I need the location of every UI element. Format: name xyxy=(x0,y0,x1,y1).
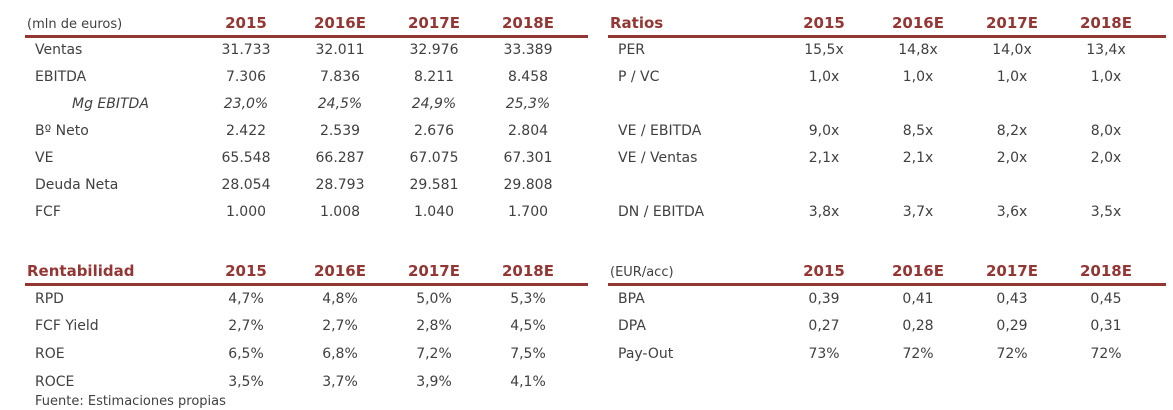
year-header: 2015 xyxy=(199,6,293,36)
cell-value: 29.808 xyxy=(503,176,553,193)
cell-value: 25,3% xyxy=(505,95,551,112)
header-filler xyxy=(575,258,588,284)
source-note: Fuente: Estimaciones propias xyxy=(35,394,226,409)
cell-value: 0,28 xyxy=(902,318,934,334)
cell-value: 23,0% xyxy=(223,95,269,112)
table-row xyxy=(25,117,588,144)
cell-value xyxy=(1059,171,1153,198)
table-row xyxy=(25,171,588,198)
cell-value: 28.793 xyxy=(315,176,365,193)
cell-value xyxy=(965,90,1059,117)
year-header: 2015 xyxy=(777,6,871,36)
row-label: FCF xyxy=(35,203,61,220)
table-row xyxy=(25,144,588,171)
cell-value: 2.422 xyxy=(225,122,267,139)
cell-value: 2,1x xyxy=(808,149,840,166)
row-label: Ventas xyxy=(35,42,83,59)
year-header: 2018E xyxy=(481,258,575,284)
cell-value: 3,7% xyxy=(322,374,358,390)
year-header: 2016E xyxy=(871,258,965,284)
table-ratios xyxy=(608,6,1166,225)
year-header: 2018E xyxy=(1059,6,1153,36)
row-label: Mg EBITDA xyxy=(72,95,149,112)
cell-value: 0,41 xyxy=(902,290,934,307)
row-label: VE / EBITDA xyxy=(618,122,702,139)
row-filler xyxy=(575,36,588,63)
cell-value: 3,8x xyxy=(808,203,840,220)
row-filler xyxy=(575,144,588,171)
cell-value: 72% xyxy=(996,346,1028,362)
cell-value: 0,27 xyxy=(808,318,840,334)
cell-value: 66.287 xyxy=(315,149,365,166)
cell-value xyxy=(777,90,871,117)
row-filler xyxy=(1153,198,1166,225)
cell-value: 1.000 xyxy=(225,203,267,220)
cell-value: 14,0x xyxy=(992,42,1032,59)
cell-value: 8.458 xyxy=(507,68,549,85)
cell-value: 0,31 xyxy=(1090,318,1122,334)
data-table xyxy=(608,258,1166,368)
year-header: 2016E xyxy=(293,258,387,284)
cell-value: 33.389 xyxy=(503,42,553,59)
year-header: 2017E xyxy=(387,6,481,36)
row-filler xyxy=(575,198,588,225)
table-row xyxy=(608,117,1166,144)
row-filler xyxy=(575,284,588,312)
cell-value: 7,5% xyxy=(510,346,546,362)
cell-value: 24,9% xyxy=(411,95,457,112)
cell-value: 2,1x xyxy=(902,149,934,166)
row-filler xyxy=(1153,90,1166,117)
table-financials xyxy=(25,6,588,225)
cell-value: 1,0x xyxy=(902,68,934,85)
cell-value: 1.008 xyxy=(319,203,361,220)
cell-value: 4,5% xyxy=(510,318,546,334)
cell-value: 7,2% xyxy=(416,346,452,362)
data-table xyxy=(25,6,588,225)
cell-value: 5,3% xyxy=(510,290,546,307)
header-row xyxy=(608,6,1166,36)
year-header: 2018E xyxy=(1059,258,1153,284)
table-row xyxy=(25,36,588,63)
cell-value: 2,0x xyxy=(996,149,1028,166)
row-filler xyxy=(575,312,588,340)
row-filler xyxy=(575,368,588,396)
table-row xyxy=(608,36,1166,63)
row-label xyxy=(608,90,777,117)
cell-value: 72% xyxy=(902,346,934,362)
row-filler xyxy=(1153,284,1166,312)
header-filler xyxy=(1153,6,1166,36)
cell-value: 8,2x xyxy=(996,122,1028,139)
spacer-row xyxy=(608,171,1166,198)
cell-value: 0,45 xyxy=(1090,290,1122,307)
cell-value: 0,39 xyxy=(808,290,840,307)
cell-value: 6,8% xyxy=(322,346,358,362)
cell-value: 32.011 xyxy=(315,42,365,59)
cell-value: 6,5% xyxy=(228,346,264,362)
cell-value: 2.676 xyxy=(413,122,455,139)
cell-value xyxy=(871,90,965,117)
row-filler xyxy=(1153,171,1166,198)
row-filler xyxy=(1153,36,1166,63)
cell-value xyxy=(1059,90,1153,117)
cell-value: 72% xyxy=(1090,346,1122,362)
row-filler xyxy=(575,90,588,117)
cell-value: 3,5% xyxy=(228,374,264,390)
table-row xyxy=(608,284,1166,312)
table-row xyxy=(25,284,588,312)
table-title: (mln de euros) xyxy=(25,6,199,36)
cell-value: 7.836 xyxy=(319,68,361,85)
cell-value: 3,6x xyxy=(996,203,1028,220)
year-header: 2016E xyxy=(293,6,387,36)
year-header: 2015 xyxy=(199,258,293,284)
cell-value: 7.306 xyxy=(225,68,267,85)
table-per-share xyxy=(608,258,1166,368)
cell-value: 5,0% xyxy=(416,290,452,307)
year-header: 2017E xyxy=(965,258,1059,284)
cell-value: 2.804 xyxy=(507,122,549,139)
row-label: RPD xyxy=(35,290,64,307)
table-row xyxy=(25,90,588,117)
table-title: (EUR/acc) xyxy=(608,258,777,284)
row-label: Deuda Neta xyxy=(35,176,119,193)
table-row xyxy=(25,198,588,225)
row-filler xyxy=(1153,312,1166,340)
row-filler xyxy=(1153,117,1166,144)
header-row xyxy=(608,258,1166,284)
cell-value xyxy=(965,171,1059,198)
spacer-row xyxy=(608,90,1166,117)
row-label: ROE xyxy=(35,346,65,362)
cell-value: 65.548 xyxy=(221,149,271,166)
row-label: ROCE xyxy=(35,374,75,390)
header-row xyxy=(25,6,588,36)
row-label: EBITDA xyxy=(35,68,87,85)
table-row xyxy=(608,312,1166,340)
row-label: Pay-Out xyxy=(618,346,674,362)
row-filler xyxy=(1153,340,1166,368)
year-header: 2017E xyxy=(965,6,1059,36)
cell-value: 13,4x xyxy=(1086,42,1126,59)
row-label: DPA xyxy=(618,318,646,334)
row-label xyxy=(608,171,777,198)
table-row xyxy=(608,340,1166,368)
cell-value: 3,9% xyxy=(416,374,452,390)
cell-value xyxy=(871,171,965,198)
table-title: Ratios xyxy=(608,6,777,36)
row-filler xyxy=(575,63,588,90)
cell-value: 1.700 xyxy=(507,203,549,220)
cell-value: 3,7x xyxy=(902,203,934,220)
row-label: VE xyxy=(35,149,54,166)
year-header: 2016E xyxy=(871,6,965,36)
year-header: 2018E xyxy=(481,6,575,36)
cell-value: 14,8x xyxy=(898,42,938,59)
row-label: BPA xyxy=(618,290,645,307)
cell-value: 8.211 xyxy=(413,68,455,85)
cell-value: 2,7% xyxy=(228,318,264,334)
cell-value: 1.040 xyxy=(413,203,455,220)
row-filler xyxy=(1153,63,1166,90)
cell-value: 9,0x xyxy=(808,122,840,139)
cell-value: 1,0x xyxy=(996,68,1028,85)
table-row xyxy=(25,340,588,368)
header-filler xyxy=(1153,258,1166,284)
row-label: VE / Ventas xyxy=(618,149,698,166)
row-label: Bº Neto xyxy=(35,122,89,139)
row-label: P / VC xyxy=(618,68,660,85)
cell-value xyxy=(777,171,871,198)
table-row xyxy=(608,198,1166,225)
cell-value: 67.301 xyxy=(503,149,553,166)
cell-value: 2.539 xyxy=(319,122,361,139)
row-filler xyxy=(575,117,588,144)
header-filler xyxy=(575,6,588,36)
table-row xyxy=(25,312,588,340)
row-filler xyxy=(575,340,588,368)
table-row xyxy=(608,144,1166,171)
table-row xyxy=(25,63,588,90)
cell-value: 31.733 xyxy=(221,42,271,59)
data-table xyxy=(608,6,1166,225)
cell-value: 4,1% xyxy=(510,374,546,390)
cell-value: 4,8% xyxy=(322,290,358,307)
table-rentabilidad xyxy=(25,258,588,396)
cell-value: 73% xyxy=(808,346,840,362)
year-header: 2015 xyxy=(777,258,871,284)
cell-value: 28.054 xyxy=(221,176,271,193)
cell-value: 67.075 xyxy=(409,149,459,166)
cell-value: 32.976 xyxy=(409,42,459,59)
cell-value: 1,0x xyxy=(808,68,840,85)
header-row xyxy=(25,258,588,284)
cell-value: 0,29 xyxy=(996,318,1028,334)
cell-value: 3,5x xyxy=(1090,203,1122,220)
row-label: FCF Yield xyxy=(35,318,99,334)
table-title: Rentabilidad xyxy=(25,258,199,284)
cell-value: 1,0x xyxy=(1090,68,1122,85)
table-row xyxy=(25,368,588,396)
cell-value: 15,5x xyxy=(804,42,844,59)
year-header: 2017E xyxy=(387,258,481,284)
cell-value: 29.581 xyxy=(409,176,459,193)
cell-value: 24,5% xyxy=(317,95,363,112)
cell-value: 2,8% xyxy=(416,318,452,334)
cell-value: 2,0x xyxy=(1090,149,1122,166)
row-filler xyxy=(575,171,588,198)
table-row xyxy=(608,63,1166,90)
cell-value: 8,0x xyxy=(1090,122,1122,139)
row-filler xyxy=(1153,144,1166,171)
row-label: PER xyxy=(618,42,646,59)
data-table xyxy=(25,258,588,396)
row-label: DN / EBITDA xyxy=(618,203,705,220)
cell-value: 4,7% xyxy=(228,290,264,307)
cell-value: 8,5x xyxy=(902,122,934,139)
cell-value: 0,43 xyxy=(996,290,1028,307)
cell-value: 2,7% xyxy=(322,318,358,334)
